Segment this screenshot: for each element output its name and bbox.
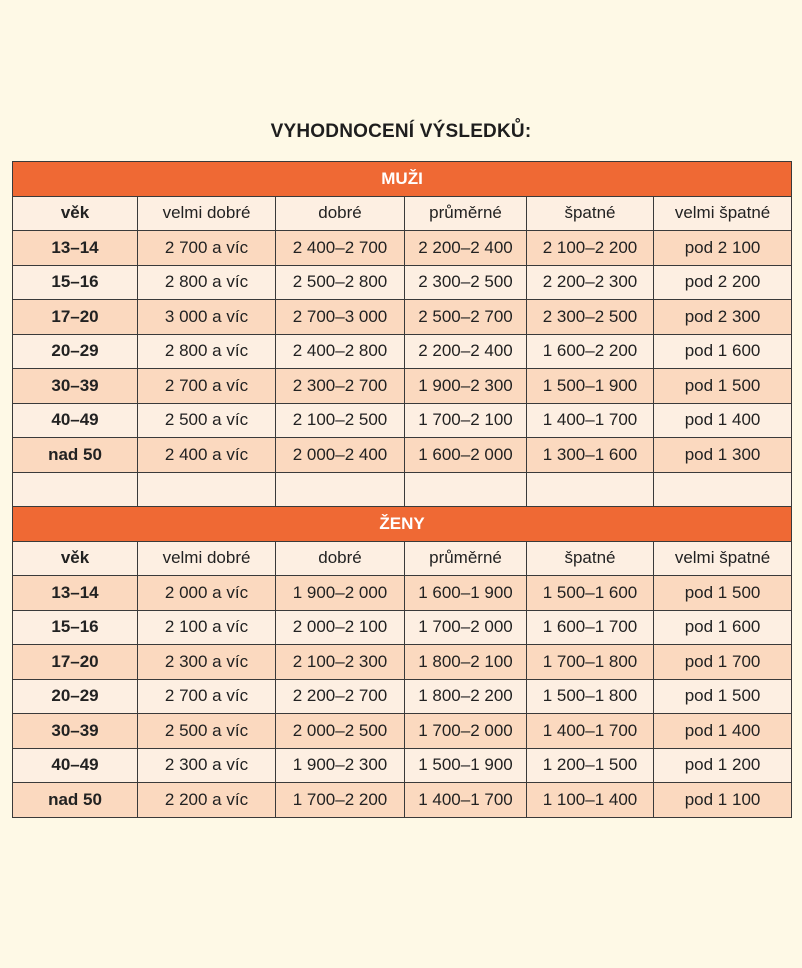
table-row [13, 645, 792, 680]
table-row [13, 300, 792, 335]
men-section-heading: MUŽI [13, 162, 792, 197]
cell-poor: 2 100–2 200 [527, 231, 654, 266]
empty-cell [527, 472, 654, 507]
cell-age: 20–29 [13, 334, 138, 369]
cell-age: nad 50 [13, 438, 138, 473]
cell-very-poor: pod 1 500 [654, 679, 792, 714]
cell-very-poor: pod 1 200 [654, 748, 792, 783]
cell-age: nad 50 [13, 783, 138, 818]
table-row [13, 748, 792, 783]
cell-average: 1 700–2 000 [405, 714, 527, 749]
cell-good: 1 900–2 000 [276, 576, 405, 611]
cell-poor: 1 600–2 200 [527, 334, 654, 369]
cell-good: 2 300–2 700 [276, 369, 405, 404]
cell-very-good: 2 200 a víc [138, 783, 276, 818]
empty-spacer-row [13, 472, 792, 507]
cell-poor: 1 200–1 500 [527, 748, 654, 783]
cell-average: 1 500–1 900 [405, 748, 527, 783]
cell-average: 1 800–2 200 [405, 679, 527, 714]
column-header-poor: špatné [527, 541, 654, 576]
cell-very-good: 2 100 a víc [138, 610, 276, 645]
cell-poor: 1 400–1 700 [527, 403, 654, 438]
cell-poor: 1 600–1 700 [527, 610, 654, 645]
table-row [13, 231, 792, 266]
cell-poor: 2 200–2 300 [527, 265, 654, 300]
cell-good: 2 200–2 700 [276, 679, 405, 714]
cell-age: 13–14 [13, 231, 138, 266]
cell-good: 1 700–2 200 [276, 783, 405, 818]
empty-cell [138, 472, 276, 507]
cell-poor: 1 500–1 800 [527, 679, 654, 714]
column-header-age: věk [13, 196, 138, 231]
cell-very-poor: pod 1 600 [654, 610, 792, 645]
table-row [13, 403, 792, 438]
cell-very-poor: pod 1 600 [654, 334, 792, 369]
empty-cell [13, 472, 138, 507]
column-header-very-good: velmi dobré [138, 196, 276, 231]
cell-very-good: 2 800 a víc [138, 334, 276, 369]
cell-very-poor: pod 1 500 [654, 369, 792, 404]
women-section-heading: ŽENY [13, 507, 792, 542]
results-table [12, 161, 792, 818]
column-header-poor: špatné [527, 196, 654, 231]
empty-cell [405, 472, 527, 507]
table-row [13, 576, 792, 611]
cell-very-good: 2 300 a víc [138, 645, 276, 680]
cell-age: 40–49 [13, 403, 138, 438]
cell-average: 1 900–2 300 [405, 369, 527, 404]
empty-cell [654, 472, 792, 507]
cell-poor: 1 300–1 600 [527, 438, 654, 473]
cell-very-good: 2 700 a víc [138, 679, 276, 714]
cell-age: 13–14 [13, 576, 138, 611]
cell-good: 2 400–2 700 [276, 231, 405, 266]
column-header-good: dobré [276, 541, 405, 576]
women-section-heading-row [13, 507, 792, 542]
cell-good: 2 000–2 500 [276, 714, 405, 749]
cell-average: 1 400–1 700 [405, 783, 527, 818]
column-header-very-poor: velmi špatné [654, 541, 792, 576]
cell-average: 2 500–2 700 [405, 300, 527, 335]
cell-age: 30–39 [13, 714, 138, 749]
cell-very-good: 2 500 a víc [138, 714, 276, 749]
cell-average: 1 800–2 100 [405, 645, 527, 680]
column-header-average: průměrné [405, 196, 527, 231]
cell-very-poor: pod 2 300 [654, 300, 792, 335]
empty-cell [276, 472, 405, 507]
cell-good: 2 000–2 400 [276, 438, 405, 473]
cell-poor: 1 100–1 400 [527, 783, 654, 818]
cell-average: 2 300–2 500 [405, 265, 527, 300]
cell-good: 2 000–2 100 [276, 610, 405, 645]
column-header-average: průměrné [405, 541, 527, 576]
cell-good: 2 700–3 000 [276, 300, 405, 335]
cell-age: 17–20 [13, 645, 138, 680]
cell-good: 2 100–2 300 [276, 645, 405, 680]
cell-good: 1 900–2 300 [276, 748, 405, 783]
cell-very-good: 2 300 a víc [138, 748, 276, 783]
cell-average: 1 700–2 000 [405, 610, 527, 645]
table-row [13, 265, 792, 300]
cell-very-poor: pod 1 300 [654, 438, 792, 473]
cell-very-good: 2 000 a víc [138, 576, 276, 611]
cell-good: 2 400–2 800 [276, 334, 405, 369]
table-row [13, 334, 792, 369]
cell-average: 2 200–2 400 [405, 334, 527, 369]
column-header-age: věk [13, 541, 138, 576]
cell-very-good: 2 800 a víc [138, 265, 276, 300]
table-row [13, 438, 792, 473]
column-header-very-good: velmi dobré [138, 541, 276, 576]
cell-very-poor: pod 1 100 [654, 783, 792, 818]
cell-very-poor: pod 2 200 [654, 265, 792, 300]
cell-very-poor: pod 1 400 [654, 403, 792, 438]
table-row [13, 610, 792, 645]
cell-age: 20–29 [13, 679, 138, 714]
cell-poor: 1 500–1 900 [527, 369, 654, 404]
cell-average: 1 700–2 100 [405, 403, 527, 438]
cell-very-poor: pod 1 700 [654, 645, 792, 680]
cell-very-good: 2 400 a víc [138, 438, 276, 473]
women-column-header-row [13, 541, 792, 576]
column-header-good: dobré [276, 196, 405, 231]
cell-very-good: 2 500 a víc [138, 403, 276, 438]
cell-very-poor: pod 1 500 [654, 576, 792, 611]
table-row [13, 369, 792, 404]
cell-age: 40–49 [13, 748, 138, 783]
cell-poor: 1 500–1 600 [527, 576, 654, 611]
table-row [13, 783, 792, 818]
cell-poor: 1 400–1 700 [527, 714, 654, 749]
cell-average: 1 600–2 000 [405, 438, 527, 473]
table-row [13, 679, 792, 714]
men-column-header-row [13, 196, 792, 231]
cell-very-poor: pod 2 100 [654, 231, 792, 266]
cell-very-poor: pod 1 400 [654, 714, 792, 749]
cell-good: 2 100–2 500 [276, 403, 405, 438]
cell-very-good: 2 700 a víc [138, 369, 276, 404]
table-row [13, 714, 792, 749]
men-section-heading-row [13, 162, 792, 197]
cell-average: 2 200–2 400 [405, 231, 527, 266]
cell-age: 15–16 [13, 610, 138, 645]
cell-average: 1 600–1 900 [405, 576, 527, 611]
cell-very-good: 2 700 a víc [138, 231, 276, 266]
cell-age: 17–20 [13, 300, 138, 335]
column-header-very-poor: velmi špatné [654, 196, 792, 231]
cell-age: 15–16 [13, 265, 138, 300]
cell-very-good: 3 000 a víc [138, 300, 276, 335]
page-title: VYHODNOCENÍ VÝSLEDKŮ: [270, 121, 532, 142]
cell-poor: 2 300–2 500 [527, 300, 654, 335]
cell-age: 30–39 [13, 369, 138, 404]
cell-good: 2 500–2 800 [276, 265, 405, 300]
cell-poor: 1 700–1 800 [527, 645, 654, 680]
